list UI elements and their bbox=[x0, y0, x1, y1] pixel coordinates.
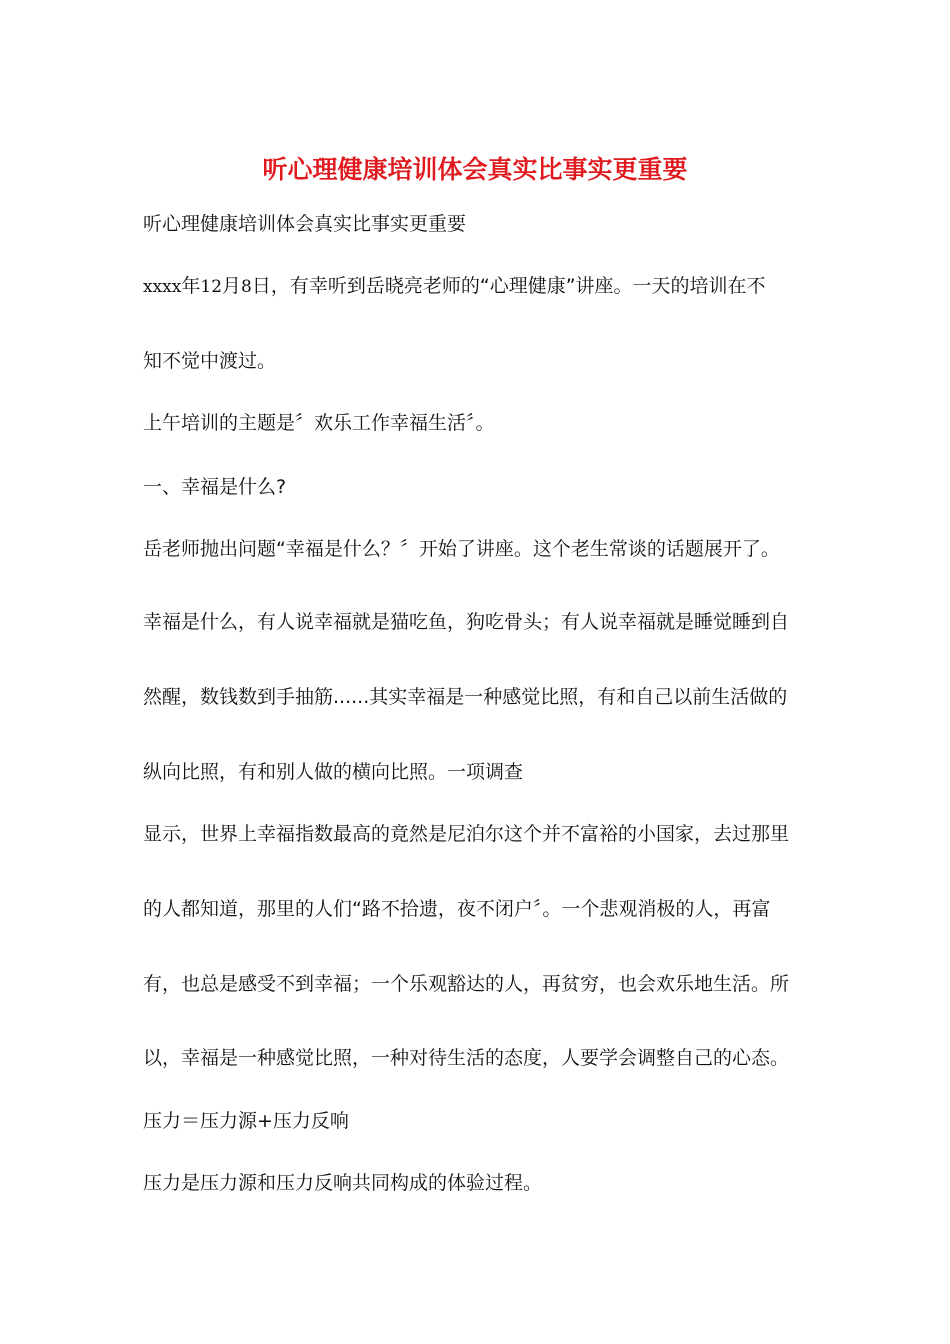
paragraph-line: 以，幸福是一种感觉比照，一种对待生活的态度，人要学会调整自己的心态。 bbox=[143, 1047, 790, 1069]
paragraph-line: 岳老师抛出问题“幸福是什么？〞开始了讲座。这个老生常谈的话题展开了。 bbox=[143, 538, 780, 560]
date-day: 8 bbox=[241, 277, 252, 297]
section-heading: 一、幸福是什么? bbox=[143, 476, 287, 498]
paragraph-line: 的人都知道，那里的人们“路不拾遗，夜不闭户〞。一个悲观消极的人，再富 bbox=[143, 898, 771, 920]
document-subtitle: 听心理健康培训体会真实比事实更重要 bbox=[143, 213, 467, 235]
date-year-char: 年 bbox=[181, 275, 201, 297]
date-rest: 日，有幸听到岳晓亮老师的“心理健康”讲座。一天的培训在不 bbox=[251, 275, 766, 297]
paragraph-line: 显示，世界上幸福指数最高的竟然是尼泊尔这个并不富裕的小国家，去过那里 bbox=[143, 823, 790, 845]
paragraph-line: 压力＝压力源+压力反响 bbox=[143, 1110, 349, 1132]
paragraph-line: 知不觉中渡过。 bbox=[143, 350, 277, 372]
paragraph-line: 有，也总是感受不到幸福；一个乐观豁达的人，再贫穷，也会欢乐地生活。所 bbox=[143, 973, 790, 995]
date-prefix: xxxx bbox=[143, 277, 182, 297]
paragraph-line: 纵向比照，有和别人做的横向比照。一项调查 bbox=[143, 761, 524, 783]
date-month-char: 月 bbox=[222, 275, 242, 297]
paragraph-line: 上午培训的主题是〞欢乐工作幸福生活〞。 bbox=[143, 412, 495, 434]
date-month: 12 bbox=[200, 277, 223, 297]
paragraph-line: 压力是压力源和压力反响共同构成的体验过程。 bbox=[143, 1172, 543, 1194]
document-title: 听心理健康培训体会真实比事实更重要 bbox=[262, 155, 688, 184]
paragraph-line: 幸福是什么，有人说幸福就是猫吃鱼，狗吃骨头；有人说幸福就是睡觉睡到自 bbox=[143, 611, 790, 633]
paragraph-line-date bbox=[143, 274, 766, 299]
paragraph-line: 然醒，数钱数到手抽筋......其实幸福是一种感觉比照，有和自己以前生活做的 bbox=[143, 686, 788, 708]
